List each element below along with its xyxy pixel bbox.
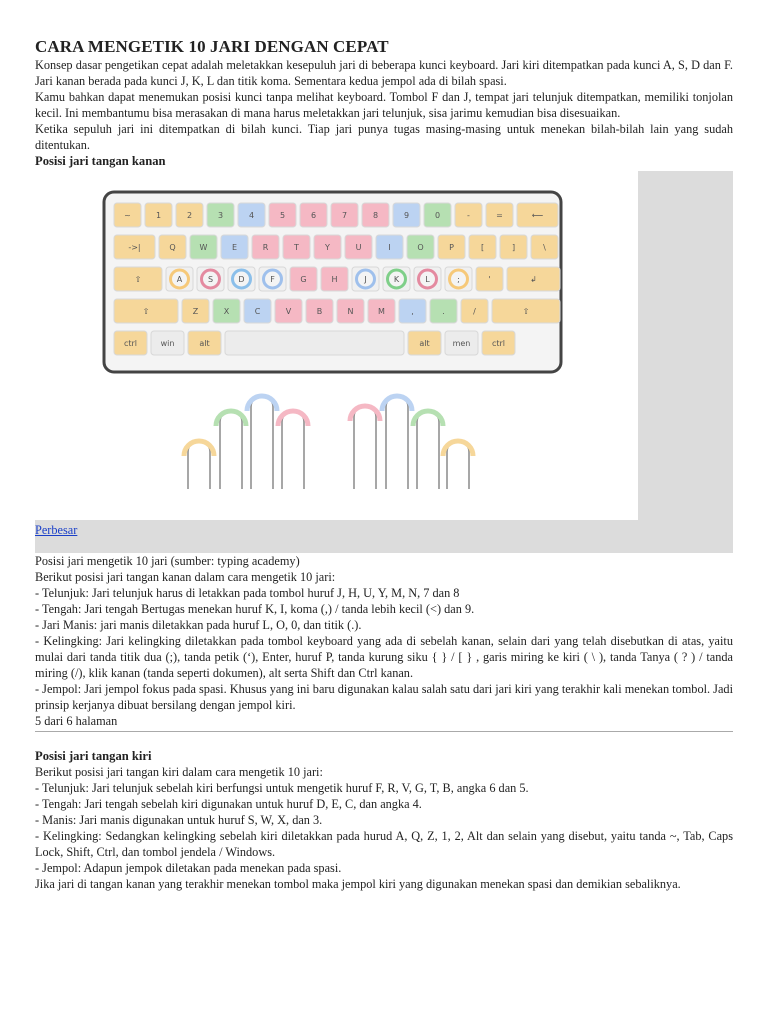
intro-paragraph-3: Ketika sepuluh jari ini ditempatkan di bilah kunci. Tiap jari punya tugas masing-masing untuk menekan bilah-bilah lain yang sudah ditentukan. xyxy=(35,122,733,152)
row5-1-key-label: win xyxy=(160,339,175,348)
row3-5-key-label: G xyxy=(300,275,307,284)
row4-2-key-label: X xyxy=(223,307,230,316)
right-hand-middle: - Tengah: Jari tengah Bertugas menekan huruf K, I, koma (,) / tanda lebih kecil (<) dan 9. xyxy=(35,602,475,616)
right-hand-thumb: - Jempol: Jari jempol fokus pada spasi. Khusus yang ini baru digunakan kalau salah satu dari jari kiri yang terakhir kali menekan tombol. Jadi prinsip kerjanya dibuat bersilang dengan jempol kiri. xyxy=(35,682,733,712)
row2-3-key-label: E xyxy=(231,243,238,252)
row3-4-key-label: F xyxy=(270,275,275,284)
row2-2-key-label: W xyxy=(199,243,208,252)
closing-paragraph: Jika jari di tangan kanan yang terakhir menekan tombol maka jempol kiri yang digunakan menekan spasi dan demikian sebaliknya. xyxy=(35,877,681,891)
row5-3-key xyxy=(225,331,404,355)
intro-paragraph-2: Kamu bahkan dapat menemukan posisi kunci tanpa melihat keyboard. Tombol F dan J, tempat jari telunjuk ditempatkan, memiliki tonjolan kecil. Ini membantumu bisa merasakan di mana harus meletakkan jari telunjuk, sisa jarimu kemudian bisa disesuaikan. xyxy=(35,90,733,120)
section-title-left-hand: Posisi jari tangan kiri xyxy=(35,749,152,763)
row1-2-key-label: 2 xyxy=(186,211,193,220)
row1-9-key-label: 9 xyxy=(403,211,410,220)
row2-4-key-label: R xyxy=(262,243,269,252)
right-index-finger xyxy=(354,406,376,501)
row2-0-key-label: ->| xyxy=(128,243,141,252)
row2-10-key-label: P xyxy=(449,243,454,252)
row2-5-key-label: T xyxy=(294,243,299,252)
row2-13-key-label: \ xyxy=(543,243,546,252)
row4-10-key-label: / xyxy=(473,307,476,316)
right-hand-ring: - Jari Manis: jari manis diletakkan pada huruf L, O, 0, dan titik (.). xyxy=(35,618,362,632)
left-ring-finger xyxy=(220,411,242,501)
row5-2-key-label: alt xyxy=(199,339,210,348)
document-page xyxy=(35,36,733,892)
row3-2-key-label: S xyxy=(207,275,214,284)
enlarge-link[interactable]: Perbesar xyxy=(35,523,78,537)
left-hand-pinky: - Kelingking: Sedangkan kelingking sebelah kiri diletakkan pada hurud A, Q, Z, 1, 2, Alt dan selain yang disebut, yaitu tanda ~, Tab, Caps Lock, Shift, Ctrl, dan tombol jendela / Windows. xyxy=(35,829,733,859)
row4-5-key-label: B xyxy=(316,307,323,316)
left-hand-intro: Berikut posisi jari tangan kiri dalam cara mengetik 10 jari: xyxy=(35,765,323,779)
left-hand-thumb: - Jempol: Adapun jempok diletakan pada menekan pada spasi. xyxy=(35,861,342,875)
intro-paragraph-1: Konsep dasar pengetikan cepat adalah meletakkan kesepuluh jari di beberapa kunci keyboard. Jari kiri ditempatkan pada kunci A, S, D dan F. Jari kanan berada pada kunci J, K, L dan titik koma. Sementara kedua jempol ada di bilah spasi. xyxy=(35,58,733,88)
row3-12-key-label: ↲ xyxy=(530,275,537,284)
right-ring-finger xyxy=(417,411,439,501)
row2-8-key-label: I xyxy=(388,243,391,252)
section-title-right-hand: Posisi jari tangan kanan xyxy=(35,154,166,168)
row1-0-key-label: ~ xyxy=(124,211,131,220)
row1-1-key-label: 1 xyxy=(155,211,162,220)
row4-9-key-label: . xyxy=(442,307,445,316)
row2-9-key-label: O xyxy=(417,243,424,252)
row2-6-key-label: Y xyxy=(325,243,330,252)
row4-11-key-label: ⇧ xyxy=(522,307,530,316)
row1-6-key-label: 6 xyxy=(310,211,317,220)
figure-image-area xyxy=(35,171,638,520)
row3-1-key-label: A xyxy=(176,275,183,284)
left-hand-middle: - Tengah: Jari tengah sebelah kiri digunakan untuk huruf D, E, C, dan angka 4. xyxy=(35,797,422,811)
row3-7-key-label: J xyxy=(364,275,367,284)
page-indicator: 5 dari 6 halaman xyxy=(35,714,118,728)
page-title: CARA MENGETIK 10 JARI DENGAN CEPAT xyxy=(35,37,389,56)
right-hand-index: - Telunjuk: Jari telunjuk harus di letakkan pada tombol huruf J, H, U, Y, M, N, 7 dan 8 xyxy=(35,586,460,600)
row4-7-key-label: M xyxy=(378,307,385,316)
right-hand-intro: Berikut posisi jari tangan kanan dalam cara mengetik 10 jari: xyxy=(35,570,336,584)
row4-0-key-label: ⇧ xyxy=(142,307,150,316)
row1-3-key-label: 3 xyxy=(217,211,224,220)
right-hand-pinky: - Kelingking: Jari kelingking diletakkan pada tombol keyboard yang ada di sebelah kanan, selain dari yang telah disebutkan di atas, yaitu mulai dari tanda titik dua (;), tanda petik (‘), Enter, huruf P, tanda kurung siku { } / [ } , garis miring ke kiri ( \ ), tanda Tanya ( ? ) / tanda miring (/), klik kanan (tanda seperti dokumen), alt serta Shift dan Ctrl kanan. xyxy=(35,634,733,680)
row5-0-key-label: ctrl xyxy=(123,339,138,348)
figure-caption: Posisi jari mengetik 10 jari (sumber: typing academy) xyxy=(35,554,300,568)
hands-base xyxy=(175,489,495,520)
row2-1-key-label: Q xyxy=(169,243,176,252)
row1-12-key-label: = xyxy=(496,211,503,220)
row3-6-key-label: H xyxy=(331,275,338,284)
row3-10-key-label: ; xyxy=(457,275,460,284)
row4-3-key-label: C xyxy=(254,307,261,316)
row3-8-key-label: K xyxy=(393,275,400,284)
hands-illustration xyxy=(175,396,495,520)
right-middle-finger xyxy=(386,396,408,501)
row4-8-key-label: , xyxy=(411,307,414,316)
row5-5-key-label: men xyxy=(452,339,471,348)
row1-8-key-label: 8 xyxy=(372,211,379,220)
row4-4-key-label: V xyxy=(285,307,292,316)
row3-0-key-label: ⇧ xyxy=(134,275,142,284)
row2-11-key-label: [ xyxy=(480,243,485,252)
row4-1-key-label: Z xyxy=(192,307,199,316)
left-index-finger xyxy=(282,411,304,501)
row2-12-key-label: ] xyxy=(511,243,516,252)
keyboard-hands-illustration xyxy=(35,171,638,520)
keyboard-keys xyxy=(114,203,560,355)
row3-9-key-label: L xyxy=(425,275,430,284)
row5-6-key-label: ctrl xyxy=(491,339,506,348)
row1-13-key-label: ⟵ xyxy=(531,211,544,220)
row1-4-key-label: 4 xyxy=(248,211,255,220)
left-hand-index: - Telunjuk: Jari telunjuk sebelah kiri berfungsi untuk mengetik huruf F, R, V, G, T, B, angka 6 dan 5. xyxy=(35,781,529,795)
row1-5-key-label: 5 xyxy=(279,211,286,220)
keyboard-figure xyxy=(35,171,733,553)
row3-11-key-label: ' xyxy=(488,275,491,284)
row1-10-key-label: 0 xyxy=(434,211,441,220)
row4-6-key-label: N xyxy=(347,307,354,316)
row3-3-key-label: D xyxy=(238,275,245,284)
row1-11-key-label: - xyxy=(467,211,470,220)
left-middle-finger xyxy=(251,396,273,501)
row5-4-key-label: alt xyxy=(419,339,430,348)
row2-7-key-label: U xyxy=(355,243,362,252)
row1-7-key-label: 7 xyxy=(341,211,348,220)
left-hand-ring: - Manis: Jari manis digunakan untuk huruf S, W, X, dan 3. xyxy=(35,813,323,827)
